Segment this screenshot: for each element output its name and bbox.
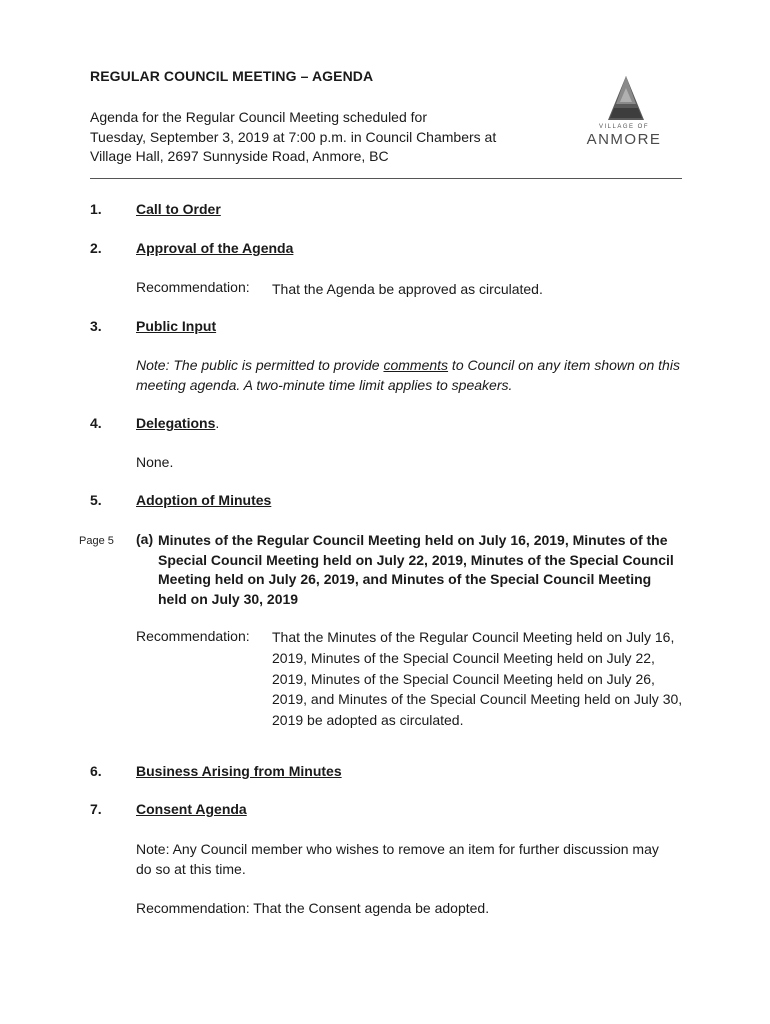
item-heading-call-to-order: Call to Order bbox=[136, 201, 221, 217]
item-heading-adoption-of-minutes: Adoption of Minutes bbox=[136, 492, 272, 508]
intro-line: Village Hall, 2697 Sunnyside Road, Anmore, BC bbox=[90, 148, 389, 164]
item-number: 3. bbox=[90, 318, 102, 334]
intro-line: Tuesday, September 3, 2019 at 7:00 p.m. in Council Chambers at bbox=[90, 128, 497, 145]
comments-link[interactable]: comments bbox=[383, 357, 449, 373]
page-reference: Page 5 bbox=[79, 535, 114, 547]
consent-note: Note: Any Council member who wishes to remove an item for further discussion may do so at this time. bbox=[136, 841, 659, 877]
intro-line: Agenda for the Regular Council Meeting scheduled for bbox=[90, 109, 427, 125]
heading-suffix: . bbox=[215, 415, 220, 431]
recommendation-label: Recommendation: bbox=[136, 279, 250, 295]
item-heading-consent-agenda: Consent Agenda bbox=[136, 801, 247, 817]
sub-item-text: Minutes of the Regular Council Meeting held on July 16, 2019, Minutes of the Special Council Meeting held on July 22, 2019, Minutes of the Special Council Meeting held on July 26, 2019, and Minutes of the Special Council Meeting held on July 30, 2019 bbox=[158, 532, 674, 607]
item-number: 2. bbox=[90, 240, 102, 256]
item-heading-approval-of-agenda: Approval of the Agenda bbox=[136, 240, 294, 256]
delegations-body: None. bbox=[136, 454, 174, 470]
note-text: to Council on any item shown on this meeting agenda. A two-minute time limit applies to speakers. bbox=[136, 357, 680, 393]
logo-caption-big: ANMORE bbox=[586, 131, 662, 148]
header-divider bbox=[90, 178, 682, 179]
intro-text bbox=[90, 108, 496, 167]
item-heading-delegations: Delegations bbox=[136, 415, 216, 431]
logo-caption-small: VILLAGE OF bbox=[598, 124, 649, 130]
item-number: 4. bbox=[90, 415, 102, 431]
sub-item-letter: (a) bbox=[136, 531, 154, 547]
item-heading-public-input: Public Input bbox=[136, 318, 217, 334]
item-heading-delegations-row bbox=[136, 415, 219, 431]
item-number: 7. bbox=[90, 801, 102, 817]
page-title: REGULAR COUNCIL MEETING – AGENDA bbox=[90, 68, 374, 84]
consent-recommendation: Recommendation: That the Consent agenda be adopted. bbox=[136, 900, 490, 916]
item-heading-business-arising: Business Arising from Minutes bbox=[136, 763, 342, 779]
item-number: 5. bbox=[90, 492, 102, 508]
recommendation-label: Recommendation: bbox=[136, 628, 250, 644]
item-number: 6. bbox=[90, 763, 102, 779]
public-input-note bbox=[136, 356, 696, 395]
item-number: 1. bbox=[90, 201, 102, 217]
recommendation-text: That the Minutes of the Regular Council Meeting held on July 16, 2019, Minutes of the Special Council Meeting held on July 22, 2019, Minutes of the Special Council Meeting held on July 26, 2019, and Minutes of the Special Council Meeting held on July 30, 2019 be adopted as circulated. bbox=[272, 629, 683, 729]
recommendation-text: That the Agenda be approved as circulated. bbox=[272, 281, 543, 297]
note-text: Note: The public is permitted to provide bbox=[136, 357, 384, 373]
